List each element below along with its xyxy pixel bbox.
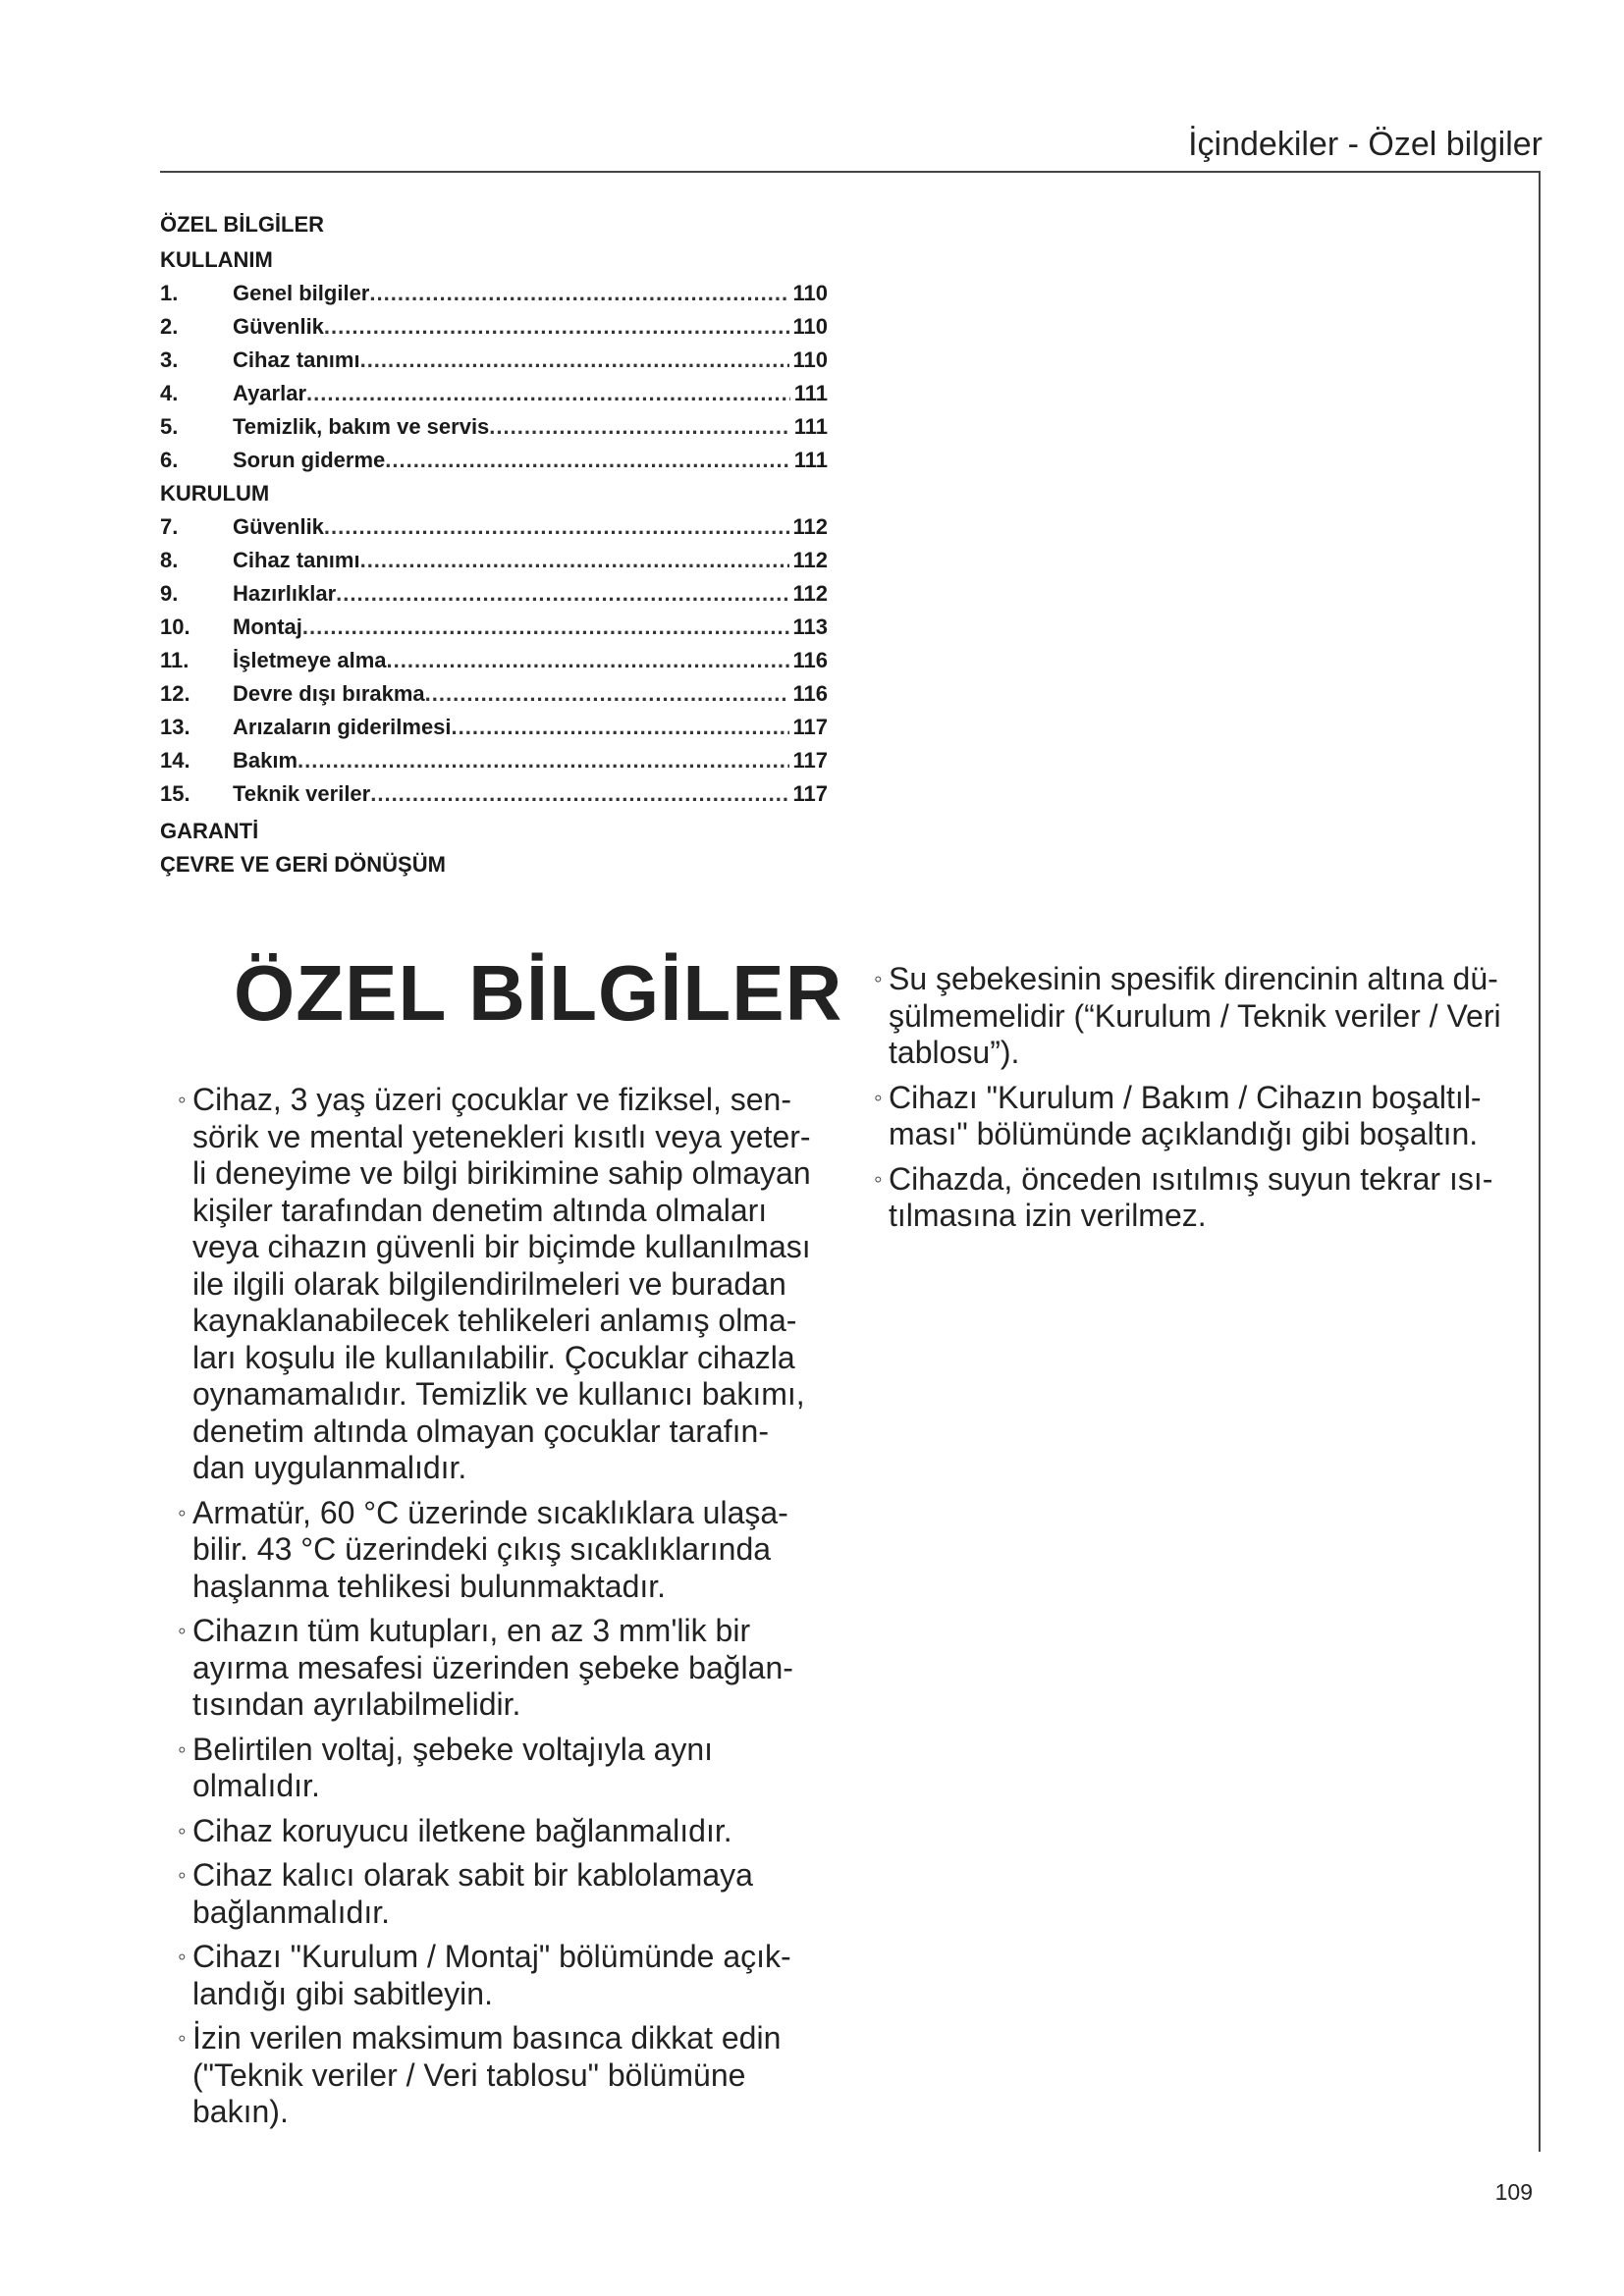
toc-entry [160, 444, 828, 477]
toc-entry [160, 577, 828, 611]
bullet-text-line: ayırma mesafesi üzerinden şebeke bağlan- [192, 1649, 793, 1685]
right-column-text [874, 961, 1542, 1243]
bullet-text-line: li deneyime ve bilgi birikimine sahip olmayan [192, 1155, 811, 1191]
toc-entry-page: 117 [792, 781, 828, 806]
bullet-text-line: Cihazın tüm kutupları, en az 3 mm'lik bir [192, 1613, 751, 1648]
bullet-text-line: Belirtilen voltaj, şebeke voltajıyla aynı [192, 1731, 714, 1767]
bullet-text-line: şülmemelidir (“Kurulum / Teknik veriler / Veri [889, 997, 1501, 1034]
bullet-text-line: oynamamalıdır. Temizlik ve kullanıcı bakımı, [192, 1376, 805, 1412]
toc-entry-title: Güvenlik [233, 514, 324, 539]
toc-entry-page: 110 [792, 347, 828, 372]
toc-dot-leader [425, 677, 789, 711]
toc-entry-title: Arızaların giderilmesi [233, 715, 452, 739]
toc-entry-page: 117 [792, 715, 828, 739]
toc-entry [160, 744, 828, 777]
toc-entry-title: Teknik veriler [233, 781, 371, 806]
toc-entry-title: Temizlik, bakım ve servis [233, 414, 490, 439]
toc-entry-title: Bakım [233, 748, 298, 773]
toc-dot-leader [369, 277, 788, 310]
bullet-icon: ◦ [178, 1618, 187, 1644]
toc-dot-leader [302, 611, 789, 644]
bullet-text-line: bakın). [192, 2094, 289, 2129]
toc-entry [160, 544, 828, 577]
bullet-text-line: olmalıdır. [192, 1768, 320, 1803]
toc-section-ozel-bilgiler: ÖZEL BİLGİLER [160, 212, 325, 237]
toc-dot-leader [452, 711, 789, 744]
toc-entry-page: 112 [792, 581, 828, 606]
main-heading: ÖZEL BİLGİLER [234, 949, 843, 1037]
bullet-item [178, 1813, 855, 1850]
toc-entry-title: Sorun giderme [233, 448, 386, 472]
toc-entry-title: Devre dışı bırakma [233, 681, 425, 706]
toc-dot-leader [298, 744, 788, 777]
bullet-text-line: landığı gibi sabitleyin. [192, 1975, 493, 2011]
toc-entry-number: 3. [160, 347, 179, 372]
toc-entry [160, 611, 828, 644]
toc-entry-title: Genel bilgiler [233, 281, 370, 305]
bullet-text-line: Cihazı "Kurulum / Montaj" bölümünde açık- [192, 1939, 791, 1974]
bullet-text-line: tablosu”). [889, 1035, 1020, 1070]
toc-dot-leader [387, 644, 789, 677]
toc-entry [160, 510, 828, 544]
toc-entry-title: Cihaz tanımı [233, 347, 360, 372]
bullet-text-line: Su şebekesinin spesifik direncinin altına dü- [889, 961, 1498, 996]
toc-entry [160, 644, 828, 677]
toc-entry-number: 8. [160, 548, 179, 572]
bullet-item [178, 1495, 855, 1606]
bullet-icon: ◦ [178, 1499, 187, 1526]
toc-entry-number: 5. [160, 414, 179, 439]
toc-dot-leader [385, 444, 789, 477]
left-column-text [178, 1082, 855, 2139]
page-number: 109 [1494, 2179, 1533, 2205]
bullet-text-line: ("Teknik veriler / Veri tablosu" bölümüne [192, 2056, 746, 2093]
bullet-text-line: Cihaz kalıcı olarak sabit bir kablolamaya [192, 1857, 753, 1893]
toc-entry-title: Hazırlıklar [233, 581, 337, 606]
bullet-text-line: Cihaz koruyucu iletkene bağlanmalıdır. [192, 1812, 732, 1848]
toc-entry-number: 13. [160, 715, 190, 739]
bullet-item [178, 1939, 855, 2012]
bullet-text-line: bağlanmalıdır. [192, 1894, 391, 1930]
bullet-text-line: tılmasına izin verilmez. [889, 1198, 1207, 1233]
bullet-icon: ◦ [178, 1944, 187, 1970]
bullet-text-line: İzin verilen maksimum basınca dikkat edin [192, 2020, 782, 2056]
bullet-icon: ◦ [178, 1087, 187, 1113]
toc-entry-title: Ayarlar [233, 381, 307, 405]
toc-entry-title: Montaj [233, 614, 302, 639]
bullet-item [874, 1080, 1542, 1153]
toc-entry-number: 4. [160, 381, 179, 405]
bullet-text-line: Cihazda, önceden ısıtılmış suyun tekrar ısı- [889, 1160, 1493, 1197]
toc-entry [160, 344, 828, 377]
toc-entry-number: 2. [160, 314, 179, 339]
toc-entry-number: 15. [160, 781, 190, 806]
bullet-item [178, 1613, 855, 1724]
toc-install-list [160, 510, 828, 811]
toc-dot-leader [306, 377, 790, 410]
toc-entry-page: 117 [792, 748, 828, 773]
toc-entry-number: 1. [160, 281, 179, 305]
toc-section-kurulum: KURULUM [160, 481, 270, 506]
bullet-item [178, 1082, 855, 1487]
toc-entry-title: İşletmeye alma [233, 648, 387, 672]
toc-entry-page: 116 [792, 681, 828, 706]
bullet-text-line: kişiler tarafından denetim altında olmaları [192, 1192, 768, 1228]
toc-entry-page: 110 [792, 314, 828, 339]
toc-entry-page: 111 [793, 381, 828, 405]
bullet-text-line: dan uygulanmalıdır. [192, 1450, 467, 1485]
toc-entry-page: 112 [792, 514, 828, 539]
bullet-icon: ◦ [178, 1862, 187, 1889]
toc-entry [160, 277, 828, 310]
bullet-text-line: ları koşulu ile kullanılabilir. Çocuklar cihazla [192, 1339, 795, 1375]
toc-dot-leader [324, 510, 789, 544]
bullet-text-line: Cihazı "Kurulum / Bakım / Cihazın boşaltıl- [889, 1079, 1482, 1115]
bullet-icon: ◦ [178, 1817, 187, 1844]
toc-entry [160, 377, 828, 410]
toc-section-kullanim: KULLANIM [160, 247, 273, 272]
toc-dot-leader [336, 577, 788, 611]
bullet-icon: ◦ [874, 966, 883, 992]
toc-entry-number: 9. [160, 581, 179, 606]
toc-section-cevre: ÇEVRE VE GERİ DÖNÜŞÜM [160, 852, 446, 877]
table-of-contents [160, 208, 828, 881]
toc-entry-number: 12. [160, 681, 190, 706]
bullet-item [178, 1732, 855, 1805]
toc-entry [160, 310, 828, 344]
toc-entry-number: 7. [160, 514, 179, 539]
bullet-text-line: Cihaz, 3 yaş üzeri çocuklar ve fiziksel, sen- [192, 1082, 791, 1117]
toc-entry-page: 111 [793, 414, 828, 439]
bullet-item [178, 2020, 855, 2131]
toc-entry-page: 113 [792, 614, 828, 639]
toc-entry [160, 410, 828, 444]
bullet-item [874, 1161, 1542, 1235]
bullet-icon: ◦ [874, 1084, 883, 1111]
toc-entry-title: Güvenlik [233, 314, 324, 339]
bullet-text-line: haşlanma tehlikesi bulunmaktadır. [192, 1568, 667, 1604]
toc-dot-leader [360, 344, 789, 377]
toc-usage-list [160, 277, 828, 477]
toc-entry-number: 6. [160, 448, 179, 472]
toc-entry-page: 111 [793, 448, 828, 472]
bullet-text-line: Armatür, 60 °C üzerinde sıcaklıklara ulaşa- [192, 1494, 788, 1530]
bullet-item [874, 961, 1542, 1072]
toc-entry-number: 14. [160, 748, 190, 773]
bullet-item [178, 1857, 855, 1931]
toc-entry-page: 110 [792, 281, 828, 305]
toc-entry-page: 112 [792, 548, 828, 572]
bullet-text-line: ması" bölümünde açıklandığı gibi boşaltın. [889, 1116, 1479, 1151]
toc-entry [160, 677, 828, 711]
header-divider [160, 171, 1540, 173]
bullet-text-line: sörik ve mental yetenekleri kısıtlı veya yeter- [192, 1118, 811, 1154]
bullet-text-line: bilir. 43 °C üzerindeki çıkış sıcaklıklarında [192, 1531, 772, 1567]
toc-entry-title: Cihaz tanımı [233, 548, 360, 572]
toc-entry [160, 711, 828, 744]
bullet-text-line: ile ilgili olarak bilgilendirilmeleri ve buradan [192, 1265, 786, 1302]
bullet-text-line: denetim altında olmayan çocuklar tarafın- [192, 1413, 769, 1449]
bullet-text-line: kaynaklanabilecek tehlikeleri anlamış olma- [192, 1303, 797, 1338]
bullet-text-line: veya cihazın güvenli bir biçimde kullanılması [192, 1229, 811, 1264]
toc-dot-leader [324, 310, 789, 344]
bullet-icon: ◦ [178, 1735, 187, 1763]
toc-entry-number: 10. [160, 614, 190, 639]
page-header-title: İçindekiler - Özel bilgiler [1188, 126, 1543, 163]
bullet-text-line: tısından ayrılabilmelidir. [192, 1686, 521, 1722]
bullet-icon: ◦ [178, 2025, 187, 2052]
toc-entry [160, 777, 828, 811]
toc-entry-number: 11. [160, 648, 189, 672]
bullet-icon: ◦ [874, 1165, 883, 1193]
toc-section-garanti: GARANTİ [160, 819, 259, 843]
toc-dot-leader [489, 410, 789, 444]
toc-dot-leader [360, 544, 789, 577]
toc-dot-leader [370, 777, 788, 811]
toc-entry-page: 116 [792, 648, 828, 672]
